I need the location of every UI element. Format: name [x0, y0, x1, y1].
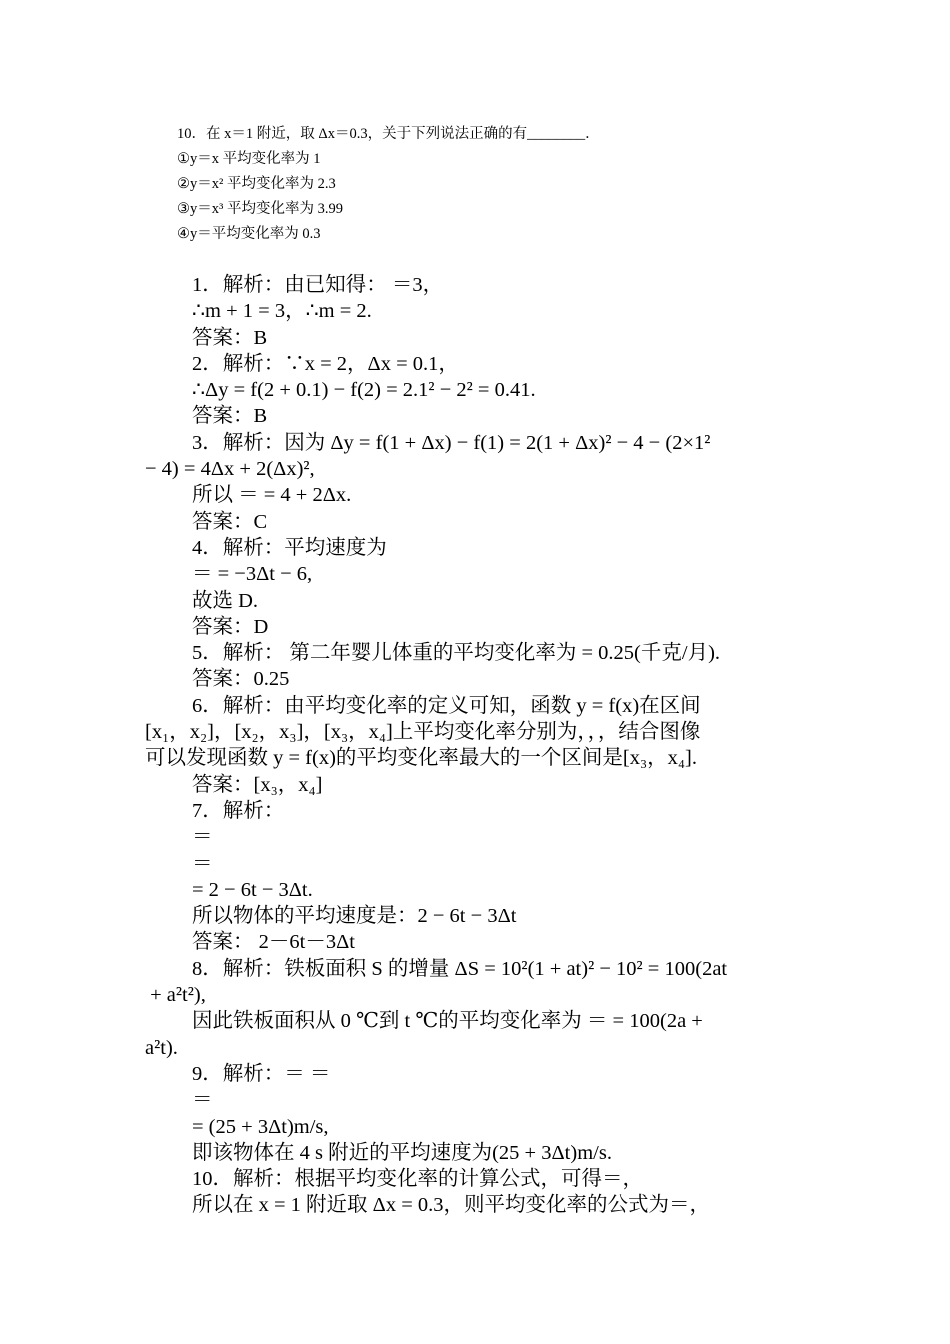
question-stem: 10．在 x＝1 附近，取 Δx＝0.3，关于下列说法正确的有________． [177, 126, 600, 142]
answer-line: 答案：[x₃，x₄] [192, 773, 323, 796]
answer-line: 10．解析：根据平均变化率的计算公式，可得＝， [192, 1168, 643, 1191]
answer-line: 因此铁板面积从 0 ℃到 t ℃的平均变化率为 ＝ = 100(2a + [192, 1010, 703, 1033]
answer-line: 7．解析： [192, 799, 285, 822]
option-4: ④y＝平均变化率为 0.3 [177, 226, 321, 242]
answer-line: 答案：B [192, 405, 268, 428]
answer-line: ∴Δy = f(2 + 0.1) − f(2) = 2.1² − 2² = 0.41. [192, 379, 536, 402]
answer-line: = 2 − 6t − 3Δt. [192, 878, 313, 901]
answer-line: 所以物体的平均速度是：2 − 6t − 3Δt [192, 905, 517, 928]
answer-line: a²t). [145, 1036, 178, 1059]
answer-line: 答案：C [192, 510, 268, 533]
answer-line: 8．解析：铁板面积 S 的增量 ΔS = 10²(1 + at)² − 10² = 100(2at [192, 957, 728, 980]
answer-line: ＝ [192, 826, 213, 849]
answer-line: 3．解析：因为 Δy = f(1 + Δx) − f(1) = 2(1 + Δx)² − 4 − (2×1² [192, 431, 711, 454]
answer-line: 2．解析：∵x = 2，Δx = 0.1， [192, 352, 459, 375]
option-3: ③y＝x³ 平均变化率为 3.99 [177, 201, 343, 217]
answer-line: [x₁，x₂]，[x₂，x₃]，[x₃，x₄]上平均变化率分别为，，，结合图像 [145, 721, 701, 744]
answer-line: 4．解析：平均速度为 [192, 536, 387, 559]
answer-line: 答案：0.25 [192, 668, 290, 691]
answer-line: 9．解析：＝ ＝ [192, 1062, 331, 1085]
answer-line: 即该物体在 4 s 附近的平均速度为(25 + 3Δt)m/s. [192, 1141, 612, 1164]
answer-line: 1．解析：由已知得： ＝3， [192, 274, 444, 296]
answer-line: 可以发现函数 y = f(x)的平均变化率最大的一个区间是[x₃，x₄]. [145, 747, 697, 770]
answer-line: + a²t²), [145, 984, 206, 1007]
answer-line: ∴m + 1 = 3，∴m = 2. [192, 300, 372, 323]
answer-line: 答案：B [192, 326, 268, 349]
option-1: ①y＝x 平均变化率为 1 [177, 151, 321, 167]
answer-line: = (25 + 3Δt)m/s, [192, 1115, 329, 1138]
question-block [177, 122, 600, 247]
answer-line: ＝ [192, 1089, 213, 1112]
answer-line: 5．解析： 第二年婴儿体重的平均变化率为 = 0.25(千克/月). [192, 642, 721, 665]
answer-line: − 4) = 4Δx + 2(Δx)², [145, 458, 315, 481]
answer-line: 所以在 x = 1 附近取 Δx = 0.3，则平均变化率的公式为＝， [192, 1194, 711, 1217]
answer-line: ＝ [192, 852, 213, 875]
answer-line: ＝ = −3Δt − 6, [192, 563, 313, 586]
answer-line: 6．解析：由平均变化率的定义可知，函数 y = f(x)在区间 [192, 694, 701, 717]
answer-line: 答案： 2－6t－3Δt [192, 931, 355, 954]
answer-line: 故选 D. [192, 589, 259, 612]
answer-line: 所以 ＝ = 4 + 2Δx. [192, 484, 352, 507]
answer-line: 答案：D [192, 615, 269, 638]
option-2: ②y＝x² 平均变化率为 2.3 [177, 176, 336, 192]
answer-section [145, 272, 807, 1219]
